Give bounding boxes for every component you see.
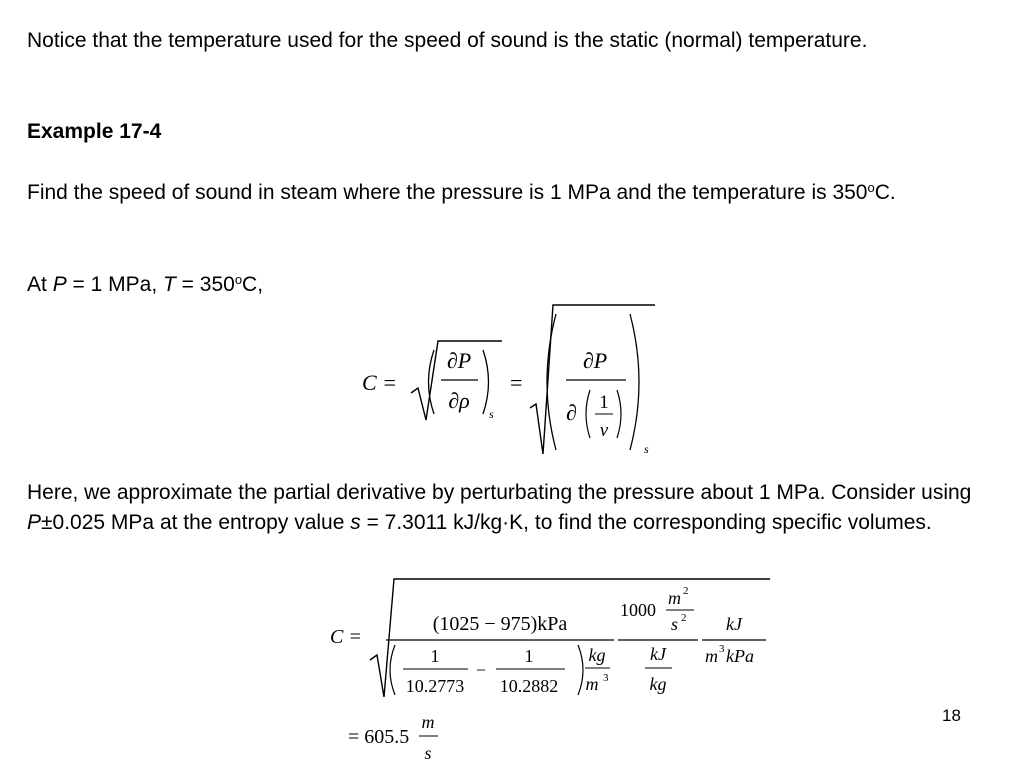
eq2-sq: 2 bbox=[683, 585, 689, 597]
eq2-cube: 3 bbox=[603, 672, 609, 684]
eq2-one-a: 1 bbox=[430, 646, 440, 666]
eq1-inner-one: 1 bbox=[599, 392, 609, 413]
eq2-m: m bbox=[585, 674, 599, 694]
pressure-value: = 1 MPa, bbox=[66, 273, 163, 296]
eq1-subscript-s-1: s bbox=[489, 407, 494, 421]
eq1-denominator-1: ∂ρ bbox=[448, 388, 470, 413]
approx-text-c: = 7.3011 kJ/kg·K, to find the corresponding specific volumes. bbox=[360, 511, 932, 534]
intro-text: Notice that the temperature used for the speed of sound is the static (normal) temperature. bbox=[27, 29, 868, 52]
eq2-result-m: m bbox=[421, 712, 435, 732]
eq2-kJ-b: kJ bbox=[726, 614, 742, 634]
eq2-result: = 605.5 bbox=[348, 726, 410, 748]
pressure-variable: P bbox=[52, 273, 67, 296]
degree-superscript-2: o bbox=[234, 272, 243, 287]
eq2-m3kpa-3: 3 bbox=[719, 643, 725, 655]
cond-at: At bbox=[27, 273, 53, 296]
approx-pressure-var: P bbox=[27, 511, 42, 534]
eq2-den-b: 10.2882 bbox=[499, 676, 559, 696]
temperature-variable: T bbox=[163, 273, 176, 296]
eq1-equals: = bbox=[510, 370, 523, 395]
eq2-den-a: 10.2773 bbox=[405, 676, 465, 696]
approx-text-a: Here, we approximate the partial derivative by perturbating the pressure about 1 MPa. Consider using bbox=[27, 481, 972, 504]
eq2-one-b: 1 bbox=[524, 646, 534, 666]
eq2-kg-a: kg bbox=[649, 674, 667, 694]
eq2-s: s bbox=[671, 614, 679, 634]
eq1-lhs: C = bbox=[362, 370, 398, 395]
approx-entropy-var: s bbox=[350, 511, 361, 534]
temperature-unit: C, bbox=[242, 273, 264, 296]
eq1-partial-symbol: ∂ bbox=[566, 400, 577, 425]
eq1-numerator-1: ∂P bbox=[446, 348, 472, 373]
eq1-inner-v: v bbox=[599, 420, 609, 441]
eq2-m-top: m bbox=[668, 588, 681, 608]
problem-text: Find the speed of sound in steam where the pressure is 1 MPa and the temperature is 350 bbox=[27, 181, 868, 204]
eq2-den-left-paren bbox=[390, 645, 395, 695]
eq2-lhs: C = bbox=[330, 626, 362, 648]
approx-text-b: ±0.025 MPa at the entropy value bbox=[41, 511, 351, 534]
page-number: 18 bbox=[942, 706, 961, 725]
eq2-m3kpa-kpa: kPa bbox=[726, 646, 754, 666]
example-heading-text: Example 17-4 bbox=[27, 120, 162, 143]
eq1-subscript-s-2: s bbox=[644, 442, 649, 456]
temperature-value: = 350 bbox=[175, 273, 235, 296]
eq2-result-s: s bbox=[424, 743, 432, 763]
eq2-den-right-paren bbox=[578, 645, 583, 695]
eq2-kJ-a: kJ bbox=[650, 644, 666, 664]
degree-superscript: o bbox=[867, 180, 875, 195]
problem-text-end: C. bbox=[874, 181, 896, 204]
eq2-numerator: (1025 − 975)kPa bbox=[432, 613, 568, 635]
eq2-minus: − bbox=[475, 660, 487, 680]
eq2-kg: kg bbox=[588, 645, 606, 665]
eq2-sq2: 2 bbox=[681, 612, 687, 624]
eq2-m3kpa-m: m bbox=[705, 646, 718, 666]
eq1-numerator-2: ∂P bbox=[582, 348, 608, 373]
eq2-thousand: 1000 bbox=[620, 600, 656, 620]
